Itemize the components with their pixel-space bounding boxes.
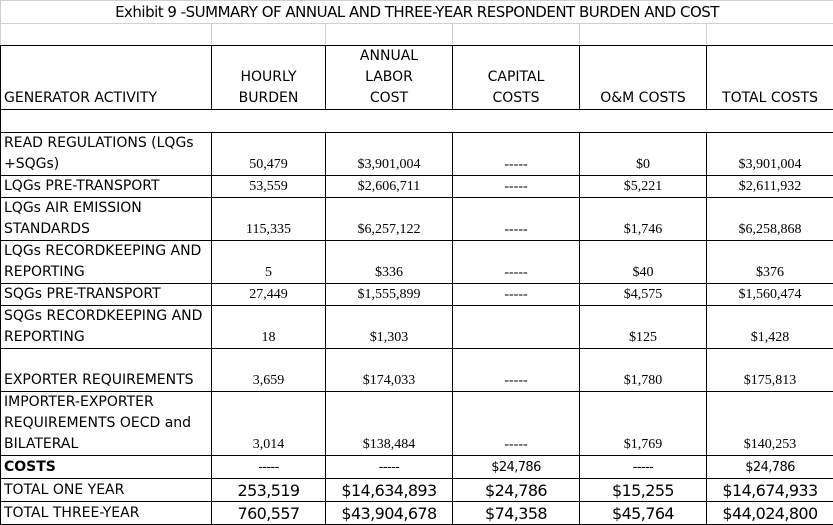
cell: $1,780 <box>580 349 707 392</box>
cell: ----- <box>453 392 580 456</box>
cell: ----- <box>453 133 580 176</box>
header-cell: GENERATOR ACTIVITY <box>1 46 212 110</box>
header-cell: CAPITAL COSTS <box>453 46 580 110</box>
activity-label: LQGs AIR EMISSION STANDARDS <box>1 198 212 241</box>
cell: $6,257,122 <box>326 198 453 241</box>
header-cell: TOTAL COSTS <box>707 46 833 110</box>
costs-row <box>1 456 833 479</box>
cell: $45,764 <box>580 502 707 525</box>
activity-label: SQGs PRE-TRANSPORT <box>1 284 212 306</box>
cell: 5 <box>212 241 326 284</box>
cell: $2,606,711 <box>326 176 453 198</box>
cell: $0 <box>580 133 707 176</box>
cell: $1,555,899 <box>326 284 453 306</box>
cell: $1,746 <box>580 198 707 241</box>
table-row <box>1 306 833 349</box>
header-cell: O&M COSTS <box>580 46 707 110</box>
activity-label: SQGs RECORDKEEPING AND REPORTING <box>1 306 212 349</box>
cell: $336 <box>326 241 453 284</box>
cell: COSTS <box>1 456 212 479</box>
cell: $174,033 <box>326 349 453 392</box>
cell: TOTAL THREE-YEAR <box>1 502 212 525</box>
cell: $6,258,868 <box>707 198 833 241</box>
cell: ----- <box>453 349 580 392</box>
cell: $15,255 <box>580 479 707 502</box>
cell: $1,769 <box>580 392 707 456</box>
table-row <box>1 176 833 198</box>
cell: 760,557 <box>212 502 326 525</box>
cell: $24,786 <box>707 456 833 479</box>
cell: ----- <box>326 456 453 479</box>
cell: ----- <box>453 176 580 198</box>
activity-label: LQGs PRE-TRANSPORT <box>1 176 212 198</box>
activity-label: LQGs RECORDKEEPING AND REPORTING <box>1 241 212 284</box>
total-one-year-row <box>1 479 833 502</box>
cell: 18 <box>212 306 326 349</box>
cell: $1,560,474 <box>707 284 833 306</box>
cell: 53,559 <box>212 176 326 198</box>
cell: $14,634,893 <box>326 479 453 502</box>
activity-label: IMPORTER-EXPORTER REQUIREMENTS OECD and BILATERAL <box>1 392 212 456</box>
cell: 27,449 <box>212 284 326 306</box>
header-cell: ANNUAL LABOR COST <box>326 46 453 110</box>
cell: 50,479 <box>212 133 326 176</box>
table-row <box>1 241 833 284</box>
table-row <box>1 198 833 241</box>
cell: $24,786 <box>453 479 580 502</box>
cell: $175,813 <box>707 349 833 392</box>
cell: ----- <box>453 241 580 284</box>
table-row <box>1 392 833 456</box>
cell: $14,674,933 <box>707 479 833 502</box>
cell: $1,428 <box>707 306 833 349</box>
activity-label: READ REGULATIONS (LQGs +SQGs) <box>1 133 212 176</box>
table-row <box>1 133 833 176</box>
cell: $138,484 <box>326 392 453 456</box>
header-cell: HOURLY BURDEN <box>212 46 326 110</box>
cell: $44,024,800 <box>707 502 833 525</box>
table-row <box>1 349 833 392</box>
table-title: Exhibit 9 -SUMMARY OF ANNUAL AND THREE-YEAR RESPONDENT BURDEN AND COST <box>1 1 833 24</box>
cell: $3,901,004 <box>707 133 833 176</box>
cell: ----- <box>453 284 580 306</box>
cell: ----- <box>212 456 326 479</box>
cell: $2,611,932 <box>707 176 833 198</box>
cell: $74,358 <box>453 502 580 525</box>
activity-label: EXPORTER REQUIREMENTS <box>1 349 212 392</box>
cell: ----- <box>453 198 580 241</box>
cell: 253,519 <box>212 479 326 502</box>
cell: ----- <box>580 456 707 479</box>
cell: $140,253 <box>707 392 833 456</box>
cell: 3,659 <box>212 349 326 392</box>
cell: $43,904,678 <box>326 502 453 525</box>
cell: $40 <box>580 241 707 284</box>
cell: 3,014 <box>212 392 326 456</box>
cell: TOTAL ONE YEAR <box>1 479 212 502</box>
cell: $24,786 <box>453 456 580 479</box>
cell: $5,221 <box>580 176 707 198</box>
cell: $4,575 <box>580 284 707 306</box>
cell <box>453 306 580 349</box>
cell: $125 <box>580 306 707 349</box>
cell: $1,303 <box>326 306 453 349</box>
header-row <box>1 46 833 110</box>
cell: $3,901,004 <box>326 133 453 176</box>
cell: $376 <box>707 241 833 284</box>
cell: 115,335 <box>212 198 326 241</box>
table-row <box>1 284 833 306</box>
